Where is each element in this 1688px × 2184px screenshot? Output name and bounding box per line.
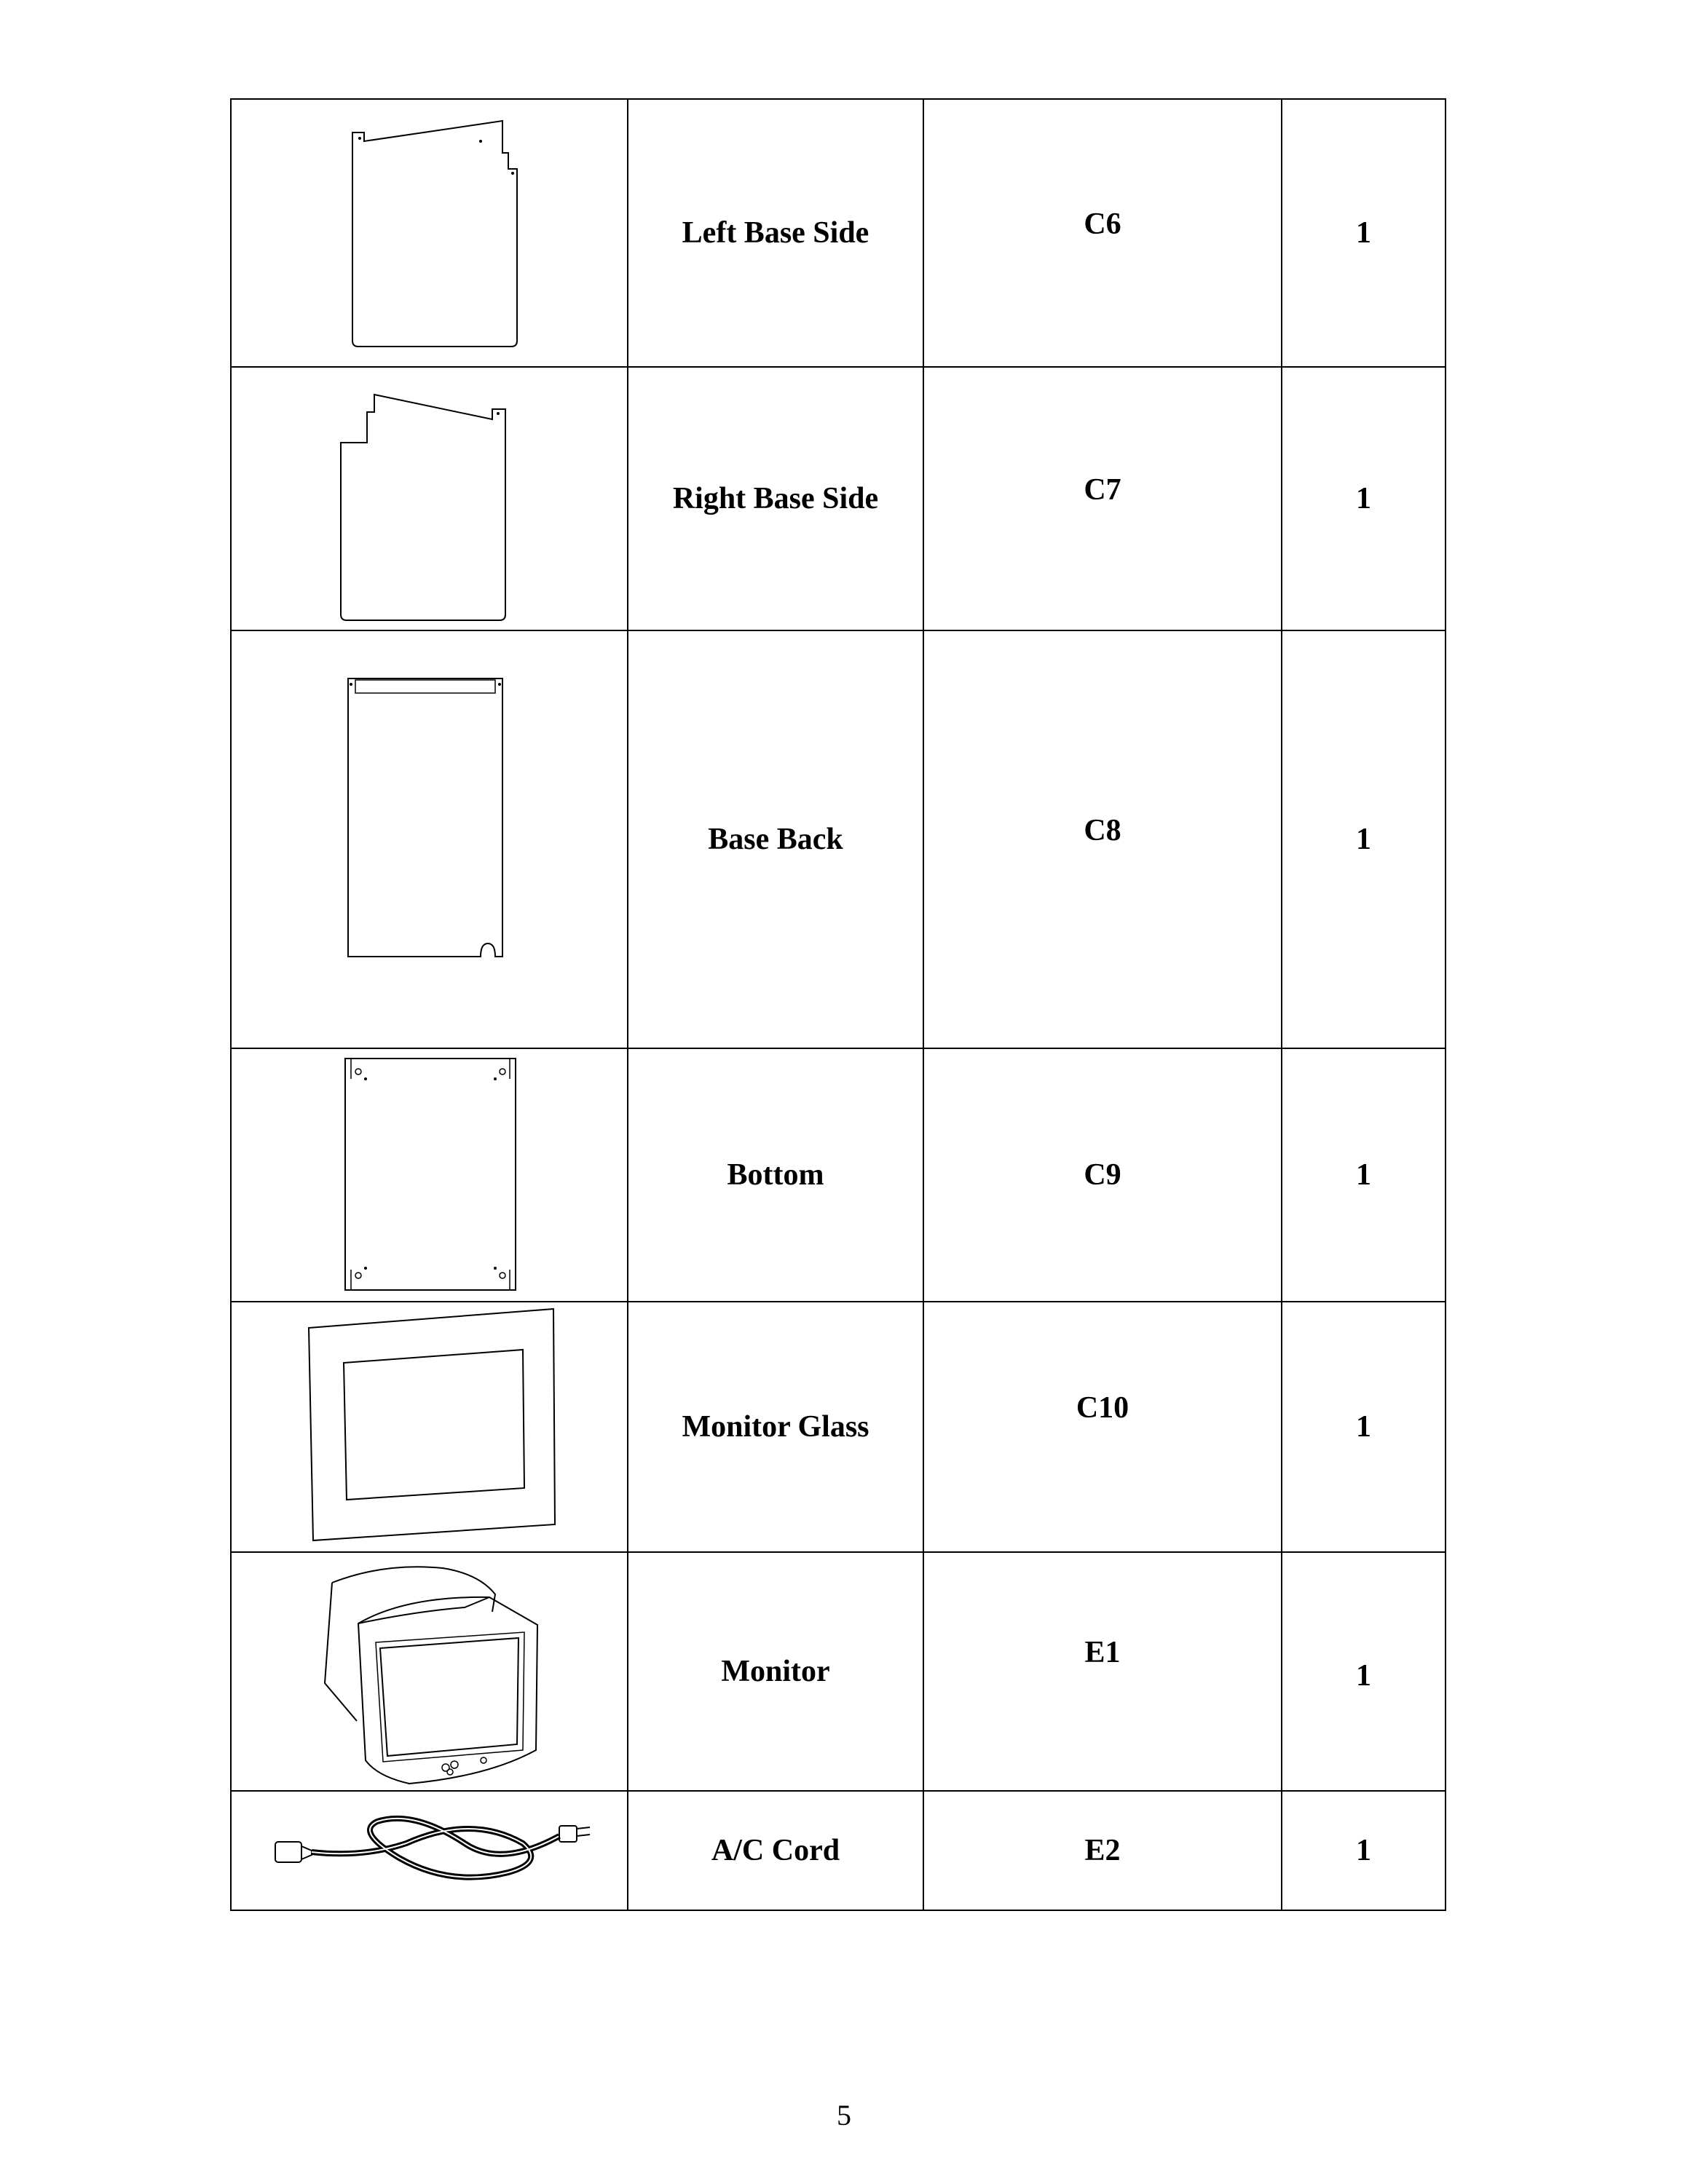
part-code-cell: [923, 1048, 1282, 1302]
part-quantity: [1282, 1552, 1446, 1791]
crt-monitor-illustration: [232, 1554, 628, 1789]
part-code-cell: [923, 1302, 1282, 1552]
part-quantity: 1: [1282, 1791, 1446, 1910]
part-illustration-cell: [231, 1791, 628, 1910]
part-name: Monitor Glass: [628, 1302, 923, 1552]
table-row: [231, 99, 1446, 367]
part-illustration-cell: [231, 99, 628, 367]
power-cord-illustration: [232, 1792, 628, 1909]
part-name: Base Back: [628, 630, 923, 1048]
part-name: Monitor: [628, 1552, 923, 1791]
part-quantity: 1: [1282, 1302, 1446, 1552]
parts-table: [230, 98, 1446, 1911]
part-name: A/C Cord: [628, 1791, 923, 1910]
base-back-illustration: [232, 632, 628, 1047]
right-base-side-illustration: [232, 368, 628, 629]
part-code: C8: [1084, 814, 1121, 847]
part-quantity-value: 1: [1356, 1659, 1371, 1693]
part-name: Left Base Side: [628, 99, 923, 367]
table-row: [231, 1552, 1446, 1791]
part-code: C7: [1084, 473, 1121, 507]
page-number: 5: [837, 2099, 851, 2132]
part-code: C9: [1084, 1158, 1121, 1192]
part-code-cell: [923, 99, 1282, 367]
table-row: [231, 1048, 1446, 1302]
monitor-glass-illustration: [232, 1303, 628, 1551]
part-quantity: 1: [1282, 630, 1446, 1048]
part-code-cell: [923, 367, 1282, 630]
part-code-cell: [923, 1552, 1282, 1791]
part-illustration-cell: [231, 1552, 628, 1791]
part-quantity: 1: [1282, 99, 1446, 367]
part-code-cell: [923, 630, 1282, 1048]
part-illustration-cell: [231, 1302, 628, 1552]
table-row: [231, 367, 1446, 630]
table-row: [231, 1302, 1446, 1552]
part-code: C10: [1076, 1391, 1129, 1425]
part-illustration-cell: [231, 630, 628, 1048]
part-code: C6: [1084, 207, 1121, 241]
part-code-cell: [923, 1791, 1282, 1910]
part-code: E2: [1084, 1834, 1121, 1867]
part-name: Bottom: [628, 1048, 923, 1302]
table-row: [231, 1791, 1446, 1910]
bottom-panel-illustration: [232, 1050, 628, 1300]
part-illustration-cell: [231, 367, 628, 630]
table-row: [231, 630, 1446, 1048]
part-quantity: 1: [1282, 1048, 1446, 1302]
left-base-side-illustration: [232, 100, 628, 365]
part-quantity: 1: [1282, 367, 1446, 630]
part-illustration-cell: [231, 1048, 628, 1302]
part-code: E1: [1084, 1636, 1121, 1669]
part-name: Right Base Side: [628, 367, 923, 630]
